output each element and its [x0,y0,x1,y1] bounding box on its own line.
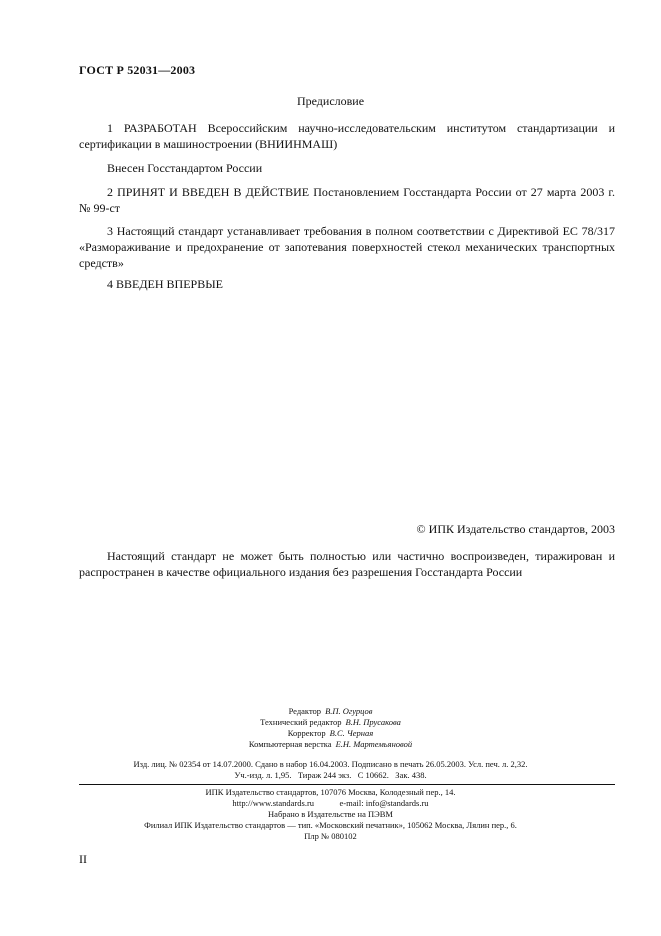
standard-code: ГОСТ Р 52031—2003 [79,63,196,77]
preface-title: Предисловие [296,94,365,108]
footer-divider [79,784,615,785]
publisher-web-contacts: http://www.standards.ru e-mail: info@standards.ru [232,798,429,808]
credit-layout [0,739,661,750]
credit-role: Корректор [287,728,326,738]
credit-editor [0,706,661,717]
credit-name: В.Н. Прусакова [345,717,401,727]
preface-paragraph-introduced: Внесен Госстандартом России [107,161,263,175]
credit-name: Е.Н. Мартемьяновой [335,739,413,749]
publisher-footer [0,787,661,842]
typeset-note: Набрано в Издательстве на ПЭВМ [268,809,393,819]
credit-role: Технический редактор [260,717,342,727]
page-number: II [79,852,87,866]
preface-paragraph-first-introduced: 4 ВВЕДЕН ВПЕРВЫЕ [107,277,223,291]
credits-block [0,706,661,750]
credit-name: В.П. Огурцов [325,706,373,716]
credit-proofreader [0,728,661,739]
credit-role: Редактор [288,706,322,716]
credit-tech-editor [0,717,661,728]
credit-name: В.С. Черная [329,728,374,738]
reproduction-notice: Настоящий стандарт не может быть полностью или частично воспроизведен, тиражирован и распространен в качестве официального издания без разрешения Госстандарта России [79,549,615,579]
preface-paragraph-adopted: 2 ПРИНЯТ И ВВЕДЕН В ДЕЙСТВИЕ Постановлением Госстандарта России от 27 марта 2003 г. № 99-ст [79,185,615,215]
preface-paragraph-directive: 3 Настоящий стандарт устанавливает требования в полном соответствии с Директивой ЕС 78/317 «Размораживание и предохранение от запотевания поверхностей стекол механических транспортных средств» [79,224,615,270]
credit-role: Компьютерная верстка [248,739,332,749]
printing-branch: Филиал ИПК Издательство стандартов — тип. «Московский печатник», 105062 Москва, Лялин пер., 6. [144,820,517,830]
publication-info-line-2: Уч.-изд. л. 1,95. Тираж 244 экз. С 10662. Зак. 438. [234,770,427,780]
license-number: Плр № 080102 [304,831,357,841]
publisher-address: ИПК Издательство стандартов, 107076 Москва, Колодезный пер., 14. [205,787,456,797]
preface-paragraph-developed: 1 РАЗРАБОТАН Всероссийским научно-исследовательским институтом стандартизации и сертификации в машиностроении (ВНИИНМАШ) [79,121,615,151]
copyright-line: © ИПК Издательство стандартов, 2003 [416,522,615,536]
publication-info-line-1: Изд. лиц. № 02354 от 14.07.2000. Сдано в набор 16.04.2003. Подписано в печать 26.05.2003. Усл. печ. л. 2,32. [133,759,528,769]
